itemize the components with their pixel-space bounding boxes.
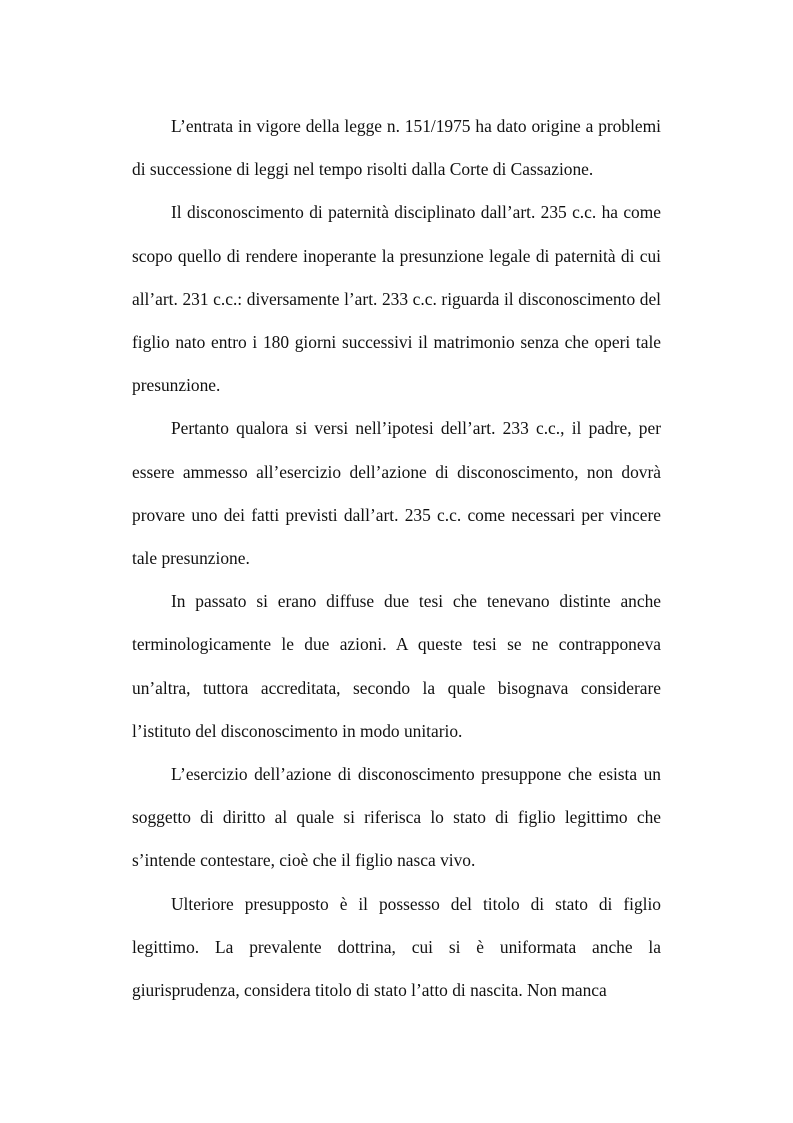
paragraph: In passato si erano diffuse due tesi che tenevano distinte anche terminologicamente le due azioni. A queste tesi se ne contrapponeva un’altra, tuttora accreditata, secondo la quale bisognava considerare l’istituto del disconoscimento in modo unitario. [132,591,661,741]
paragraph: Il disconoscimento di paternità disciplinato dall’art. 235 c.c. ha come scopo quello di rendere inoperante la presunzione legale di paternità di cui all’art. 231 c.c.: diversamente l’art. 233 c.c. riguarda il disconoscimento del figlio nato entro i 180 giorni successivi il matrimonio senza che operi tale presunzione. [132,202,661,396]
paragraph: L’entrata in vigore della legge n. 151/1975 ha dato origine a problemi di successione di leggi nel tempo risolti dalla Corte di Cassazione. [132,116,661,180]
paragraph: Pertanto qualora si versi nell’ipotesi dell’art. 233 c.c., il padre, per essere ammesso all’esercizio dell’azione di disconoscimento, non dovrà provare uno dei fatti previsti dall’art. 235 c.c. come necessari per vincere tale presunzione. [132,418,661,569]
paragraph: L’esercizio dell’azione di disconoscimento presuppone che esista un soggetto di diritto al quale si riferisca lo stato di figlio legittimo che s’intende contestare, cioè che il figlio nasca vivo. [132,764,661,871]
paragraph: Ulteriore presupposto è il possesso del titolo di stato di figlio legittimo. La prevalente dottrina, cui si è uniformata anche la giurisprudenza, considera titolo di stato l’atto di nascita. Non manca [132,893,661,1001]
body-text [132,105,661,1012]
